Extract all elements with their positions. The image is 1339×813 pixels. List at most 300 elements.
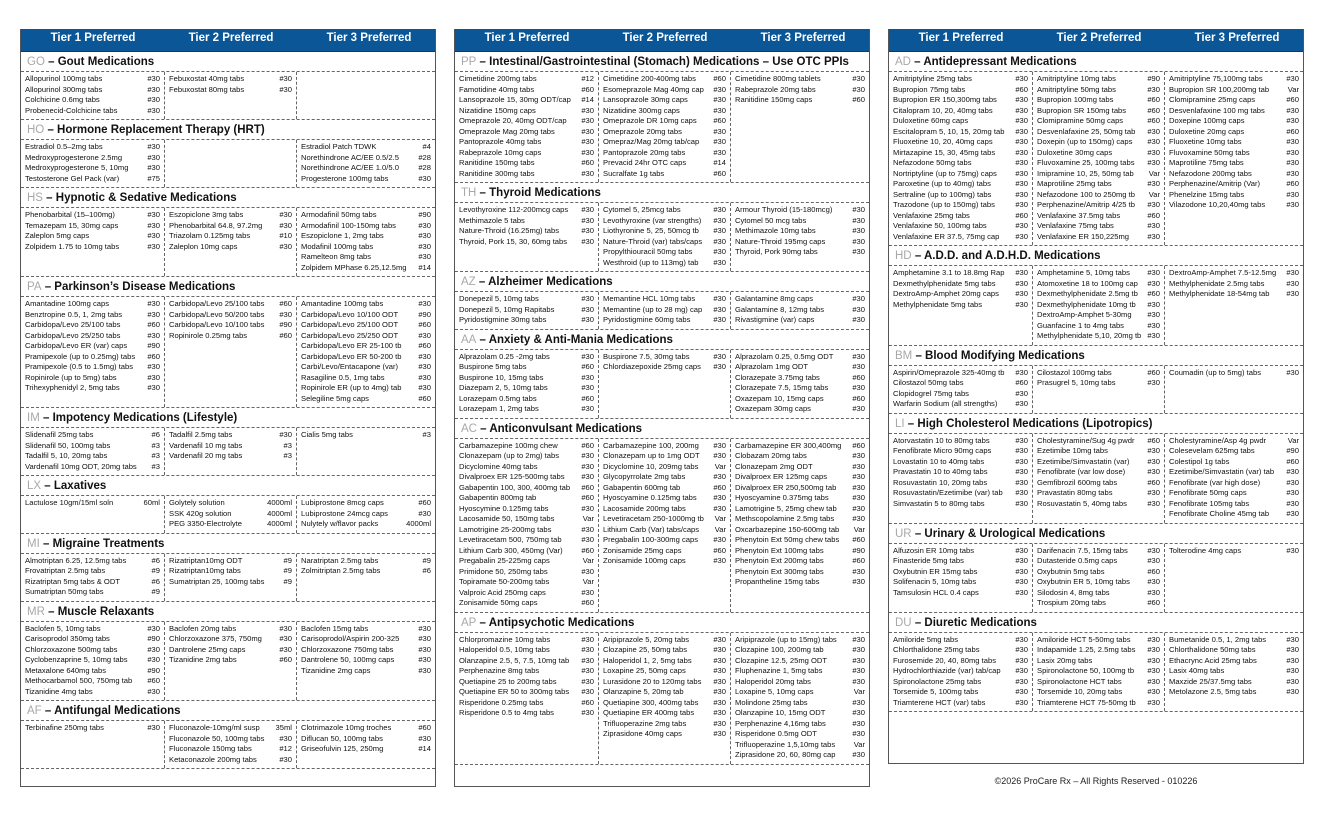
drug-quantity: #30 [1286,498,1299,508]
section-body-ho [21,140,435,188]
drug-list-item [169,498,292,509]
drug-quantity: #30 [713,666,726,675]
drug-list-item [735,383,865,394]
drug-quantity: #30 [581,676,594,686]
drug-list-item [169,85,292,96]
drug-quantity: #30 [713,687,726,696]
drug-name: Methylphenidate 18-54mg tab [1169,289,1270,298]
drug-quantity: 4000ml [406,519,431,528]
drug-list-item [1037,645,1160,656]
tier-2-column [165,208,297,276]
drug-quantity: #30 [852,493,865,502]
drug-quantity: #30 [852,666,865,675]
drug-list-item [459,462,594,473]
drug-name: Clobazam 20mg tabs [735,451,807,460]
drug-quantity: #30 [852,404,865,413]
drug-name: Triazolam 0.125mg tabs [169,231,251,240]
drug-quantity: #30 [279,84,292,94]
drug-list-item [301,723,431,734]
drug-name: Buspirone 10, 15mg tabs [459,372,544,382]
drug-list-item [25,566,160,577]
drug-name: Diflucan 50, 100mg tabs [301,733,383,743]
drug-name: Dexmethylphenidate 2.5mg tb [1037,289,1138,298]
drug-quantity: #30 [713,95,726,104]
drug-quantity: #30 [713,137,726,146]
drug-list-item [893,488,1028,499]
drug-name: Bupropion SR 100,200mg tab [1169,84,1270,94]
drug-quantity: #60 [852,393,865,403]
drug-list-item [25,352,160,363]
drug-list-item [169,509,292,520]
drug-name: Rabeprazole 20mg tabs [735,84,816,94]
drug-list-item [603,687,726,698]
drug-name: Prevacid 24hr OTC caps [603,158,687,167]
drug-quantity: #30 [418,623,431,633]
tier-1-column [889,544,1033,612]
drug-quantity: #30 [1015,116,1028,125]
section-title-separator: – [476,333,489,346]
drug-quantity: #30 [1147,545,1160,555]
drug-name: Lacosamide 50, 150mg tabs [459,514,555,523]
drug-quantity: #30 [1286,116,1299,125]
drug-name: Trifluoperazine 1,5,10mg tabs [735,739,836,749]
drug-quantity: #60 [418,341,431,350]
drug-name: Risperidone 0.5 to 4mg tabs [459,708,554,717]
drug-list-item [25,687,160,698]
drug-list-item [893,467,1028,478]
tier-1-column [455,203,599,271]
tier-2-column [599,72,731,182]
tier-3-header: Tier 3 Preferred [760,32,846,44]
drug-list-item [1037,95,1160,106]
drug-quantity: #30 [147,152,160,162]
drug-quantity: #30 [1015,676,1028,686]
drug-quantity: #30 [1015,655,1028,665]
drug-list-item [603,451,726,462]
drug-name: Baclofen 5, 10mg tabs [25,623,101,633]
drug-quantity: #30 [1147,587,1160,597]
drug-list-item [893,148,1028,159]
drug-quantity: #30 [147,95,160,104]
drug-name: Silodosin 4, 8mg tabs [1037,587,1110,597]
drug-list-item [1037,677,1160,688]
drug-quantity: #30 [1147,687,1160,696]
drug-quantity: #30 [581,687,594,696]
drug-list-item [893,289,1028,300]
drug-name: Clonazepam 2mg ODT [735,461,813,471]
drug-list-item [603,158,726,169]
drug-quantity: #90 [147,665,160,675]
drug-name: Chlorzoxazone 500mg tabs [25,644,118,654]
drug-quantity: #30 [1015,289,1028,298]
drug-list-item [1037,169,1160,180]
section-code: PP [461,56,477,68]
drug-name: Ziprasidone 40mg caps [603,729,682,738]
drug-list-item [459,315,594,326]
drug-quantity: #30 [1015,587,1028,597]
drug-name: Maxzide 25/37.5mg tabs [1169,676,1252,686]
section-title-text: Muscle Relaxants [57,605,155,618]
drug-name: Eszopiclone 3mg tabs [169,210,244,219]
drug-quantity: #30 [1015,74,1028,83]
drug-quantity: #30 [1015,126,1028,136]
drug-name: Perphenazine 4,16mg tabs [735,718,826,728]
drug-list-item [893,588,1028,599]
drug-quantity: #30 [581,655,594,665]
section-title-af [21,701,435,721]
drug-list-item [1037,467,1160,478]
drug-quantity: #60 [1147,598,1160,607]
drug-quantity: #30 [713,205,726,214]
tier-1-column [889,266,1033,345]
drug-list-item [735,719,865,730]
drug-quantity: #30 [1286,676,1299,686]
section-code: AD [895,56,911,68]
drug-name: Fluvoxamine 25, 100mg tabs [1037,158,1135,167]
drug-name: Duloxetine 60mg caps [893,116,969,125]
drug-name: Ropinirole 0.25mg tabs [169,330,248,340]
drug-list-item [603,677,726,688]
drug-name: Westhroid (up to 113mg) tab [603,257,699,267]
drug-quantity: #30 [1015,158,1028,167]
drug-list-item [25,310,160,321]
drug-name: Spironolactone 25mg tabs [893,676,982,686]
drug-quantity: #30 [1147,446,1160,455]
drug-quantity: #30 [1286,200,1299,209]
drug-quantity: #60 [581,482,594,492]
drug-quantity: #30 [713,105,726,115]
drug-quantity: #30 [1286,666,1299,675]
drug-list-item [735,462,865,473]
drug-list-item [459,556,594,567]
drug-name: Ezetimibe/Simvastatin (var) [1037,456,1130,466]
drug-list-item [1169,368,1299,379]
drug-name: Triamterene HCT (var) tabs [893,697,986,707]
drug-name: Fluconazole 50, 100mg tabs [169,733,265,743]
tier-1-column [889,434,1033,523]
drug-quantity: #30 [1015,687,1028,696]
drug-quantity: #3 [151,440,160,450]
drug-list-item [301,320,431,331]
drug-quantity: #90 [418,210,431,219]
drug-list-item [301,634,431,645]
drug-name: Febuxostat 80mg tabs [169,84,245,94]
drug-list-item [735,514,865,525]
drug-quantity: #60 [418,320,431,329]
drug-list-item [893,232,1028,243]
drug-list-item [1169,268,1299,279]
drug-quantity: #60 [581,697,594,707]
drug-quantity: #9 [151,587,160,596]
drug-list-item [25,498,160,509]
drug-quantity: Var [1148,189,1160,199]
drug-name: Amiloride HCT 5-50mg tabs [1037,634,1131,644]
drug-quantity: #28 [418,152,431,162]
drug-list-item [603,205,726,216]
tier-2-column [165,297,297,407]
drug-list-item [25,74,160,85]
drug-quantity: #30 [852,315,865,324]
drug-list-item [459,226,594,237]
drug-name: Divalproex ER 125-500mg tabs [459,472,565,481]
drug-quantity: #30 [713,451,726,460]
drug-quantity: #30 [852,294,865,303]
drug-name: Mirtazapine 15, 30, 45mg tabs [893,147,996,157]
drug-quantity: #30 [418,351,431,361]
drug-name: Norethindrone AC/EE 0.5/2.5 [301,152,399,162]
drug-list-item [603,137,726,148]
drug-list-item [1169,85,1299,96]
section-title-text: Impotency Medications (Lifestyle) [52,412,238,424]
section-title-separator: – [44,124,58,136]
drug-list-item [1037,106,1160,117]
drug-name: Lorazepam 1, 2mg tabs [459,404,539,413]
drug-name: Benztropine 0.5, 1, 2mg tabs [25,309,123,319]
tier-3-column [297,622,435,701]
drug-name: Methylphenidate 5mg tabs [893,299,983,309]
drug-name: Carbamazepine 100mg chew [459,440,558,450]
drug-quantity: #30 [1015,388,1028,398]
section-code: DU [895,616,912,629]
drug-quantity: #30 [418,655,431,664]
drug-list-item [603,645,726,656]
section-title-text: Diuretic Medications [924,616,1037,629]
drug-list-item [301,734,431,745]
drug-list-item [25,451,160,462]
drug-quantity: 4000ml [267,508,292,518]
drug-list-item [25,676,160,687]
drug-name: Temazepam 15, 30mg caps [25,220,119,230]
drug-quantity: #14 [713,158,726,167]
drug-list-item [893,546,1028,557]
drug-name: Lansoprazole 30mg caps [603,95,688,104]
tier-2-column [1033,366,1165,413]
drug-name: Lovastatin 10 to 40mg tabs [893,456,985,466]
drug-list-item [893,677,1028,688]
drug-list-item [301,352,431,363]
drug-name: Phenytoin Ext 300mg tabs [735,566,824,576]
drug-name: Lansoprazole 15, 30mg ODT/cap [459,95,571,104]
drug-list-item [459,666,594,677]
drug-name: Oxybutnin ER 15mg tabs [893,566,978,576]
drug-quantity: #60 [852,535,865,544]
drug-name: Ezetimibe 10mg tabs [1037,446,1108,455]
drug-list-item [893,211,1028,222]
drug-list-item [25,362,160,373]
drug-list-item [735,645,865,656]
tier-2-column [165,428,297,475]
drug-name: Lithium Carb (Var) tabs/caps [603,524,700,534]
section-title-ur [889,524,1303,544]
drug-name: Alprazolam 1mg ODT [735,362,809,371]
drug-quantity: #14 [418,262,431,272]
drug-name: Rosuvastatin 10, 20mg tabs [893,477,988,487]
drug-list-item [301,341,431,352]
drug-quantity: #30 [147,686,160,696]
drug-list-item [459,708,594,719]
drug-name: Tolterodine 4mg caps [1169,545,1242,555]
drug-quantity: #30 [147,330,160,340]
section-title-pa [21,277,435,297]
drug-name: Valproic Acid 250mg caps [459,587,546,597]
drug-name: Doxepine 100mg caps [1169,116,1245,125]
drug-quantity: #90 [147,634,160,643]
drug-list-item [893,567,1028,578]
drug-name: Propantheline 15mg tabs [735,577,820,586]
drug-list-item [301,430,431,441]
drug-name: Fluconazole-10mg/ml susp [169,723,260,732]
drug-name: Glycopyrrolate 2mg tabs [603,472,686,481]
section-code: GO [27,56,45,68]
tier-3-column [297,428,435,475]
section-title-az [455,272,869,292]
drug-name: Fluphenazine 1, 5mg tabs [735,666,823,675]
section-title-text: Parkinson’s Disease Medications [54,281,236,293]
drug-quantity: #30 [418,362,431,371]
section-title-th [455,183,869,203]
drug-list-item [169,755,292,766]
drug-name: Venlafaxine ER 150,225mg [1037,231,1130,241]
drug-quantity: #30 [1286,289,1299,298]
drug-list-item [603,226,726,237]
drug-name: Olanzapine 10, 15mg ODT [735,708,826,717]
drug-list-item [1037,211,1160,222]
drug-list-item [301,566,431,577]
drug-quantity: #30 [147,383,160,392]
drug-name: Torsemide 5, 100mg tabs [893,687,979,696]
drug-quantity: #30 [581,404,594,413]
drug-name: Gemfibrozil 600mg tabs [1037,477,1118,487]
tier-2-column [599,203,731,271]
drug-quantity: #30 [1015,168,1028,178]
drug-list-item [169,451,292,462]
drug-quantity: #30 [852,697,865,707]
drug-list-item [301,519,431,530]
drug-quantity: #30 [147,163,160,172]
drug-quantity: #30 [581,666,594,675]
drug-quantity: #10 [279,231,292,240]
drug-name: Estradiol 0.5–2mg tabs [25,142,103,151]
tier-1-column [21,554,165,601]
drug-name: Carbidopa/Levo 50/200 tabs [169,309,265,319]
drug-name: Carbidopa/Levo ER 25-100 tb [301,341,402,350]
section-title-go [21,52,435,72]
drug-list-item [459,677,594,688]
drug-list-item [735,750,865,761]
drug-quantity: #30 [581,315,594,324]
drug-list-item [169,634,292,645]
drug-quantity: #30 [852,236,865,246]
drug-name: Cilostazol 100mg tabs [1037,367,1112,377]
drug-quantity: #6 [151,430,160,439]
drug-name: Carbidopa/Levo 10/100 tabs [169,320,265,329]
section-code: PA [27,281,42,293]
drug-list-item [603,85,726,96]
drug-name: Colesevelam 625mg tabs [1169,446,1255,455]
formulary-panel-left [20,29,436,787]
drug-list-item [1037,488,1160,499]
drug-list-item [169,577,292,588]
drug-name: Amitriptyline 75,100mg tabs [1169,74,1263,83]
drug-name: Paroxetine (up to 40mg) tabs [893,179,991,188]
section-body-mi [21,554,435,602]
section-title-separator: – [910,56,924,68]
drug-name: Colestipol 1g tabs [1169,456,1230,466]
drug-name: Fenofibrate 105mg tabs [1169,498,1250,508]
drug-list-item [1169,74,1299,85]
drug-name: Buspirone 7.5, 30mg tabs [603,351,690,361]
drug-name: Primidone 50, 250mg tabs [459,566,548,576]
drug-name: Clozapine 25, 50mg tabs [603,645,688,654]
drug-quantity: #9 [422,555,431,565]
drug-name: Trazodone (up to 150mg) tabs [893,200,995,209]
drug-list-item [1169,656,1299,667]
drug-quantity: #60 [418,723,431,732]
drug-quantity: #30 [852,472,865,481]
section-title-separator: – [476,187,490,199]
drug-list-item [301,383,431,394]
drug-quantity: #60 [1286,179,1299,188]
drug-name: Golytely solution [169,498,225,507]
drug-quantity: #30 [581,137,594,146]
drug-quantity: #30 [1015,367,1028,377]
section-title-text: Gout Medications [57,56,155,68]
drug-list-item [1037,221,1160,232]
drug-name: Pyridostigmine 30mg tabs [459,315,547,324]
drug-name: Ramelteon 8mg tabs [301,252,372,261]
drug-name: Pramipexole (up to 0.25mg) tabs [25,351,136,361]
tier-3-column [1165,434,1303,523]
section-body-lx [21,496,435,534]
section-body-aa [455,350,869,419]
drug-name: Memantine (up to 28 mg) cap [603,304,703,314]
drug-quantity: #30 [713,351,726,361]
drug-name: Zonisamide 50mg caps [459,598,538,607]
drug-name: Clonazepam up to 1mg ODT [603,451,700,460]
drug-list-item [893,577,1028,588]
drug-quantity: #30 [279,634,292,643]
drug-name: Olanzapine 2.5, 5, 7.5, 10mg tab [459,655,570,665]
drug-name: Haloperidol 0.5, 10mg tabs [459,645,550,654]
tier-1-column [21,208,165,276]
drug-name: Perphenazine/Amitrip 4/25 tb [1037,200,1135,209]
drug-quantity: Var [1287,84,1299,94]
drug-quantity: #30 [1147,179,1160,188]
drug-quantity: #30 [1147,147,1160,157]
drug-name: Rosuvastatin 5, 40mg tabs [1037,498,1127,508]
drug-list-item [603,169,726,180]
drug-quantity: #6 [151,555,160,565]
section-title-text: Intestinal/Gastrointestinal (Stomach) Medications – Use OTC PPIs [489,56,849,68]
drug-list-item [1169,289,1299,300]
drug-name: Finasteride 5mg tabs [893,556,964,565]
drug-list-item [893,300,1028,311]
section-body-pp [455,72,869,183]
drug-list-item [603,237,726,248]
drug-list-item [169,723,292,734]
formulary-panel-right [888,29,1304,764]
drug-quantity: #30 [581,236,594,246]
drug-quantity: #30 [1015,645,1028,654]
drug-name: Triamterene HCT 75-50mg tb [1037,697,1136,707]
drug-list-item [301,624,431,635]
drug-name: Phenytoin Ext 100mg tabs [735,545,824,555]
drug-list-item [25,174,160,185]
drug-name: Cilostazol 50mg tabs [893,378,964,387]
drug-list-item [459,483,594,494]
drug-name: Perphenazine 8mg tabs [459,666,540,675]
drug-quantity: #30 [1015,299,1028,309]
